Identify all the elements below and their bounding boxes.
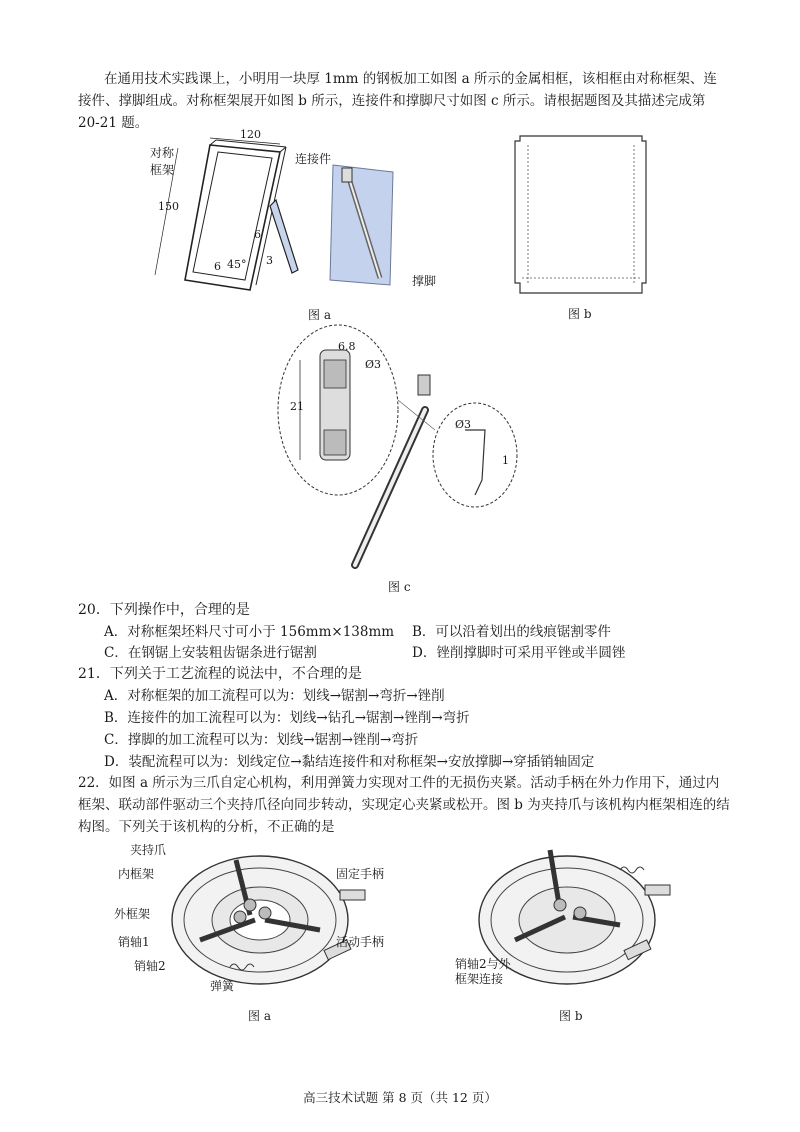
- label-pin2: 销轴2: [134, 959, 166, 973]
- label-connector: 连接件: [295, 152, 332, 166]
- caption-fig-b: 图 b: [568, 307, 592, 321]
- label-outer-frame: 外框架: [114, 907, 151, 921]
- q21-option-c: C．撑脚的加工流程可以为：划线→锯割→锉削→弯折: [104, 732, 419, 748]
- dim-150: 150: [158, 200, 179, 213]
- caption-fig-a: 图 a: [308, 308, 331, 322]
- figure-b-unfolded: [510, 133, 655, 321]
- q20-option-d: D．锉削撑脚时可采用平锉或半圆锉: [412, 645, 626, 661]
- dim-d3: Ø3: [365, 358, 382, 371]
- q21-stem: 21．下列关于工艺流程的说法中，不合理的是: [78, 666, 362, 682]
- page-footer: 高三技术试题 第 8 页（共 12 页）: [303, 1090, 497, 1105]
- label-pin1: 销轴1: [118, 935, 150, 949]
- label-inner-frame: 内框架: [118, 867, 155, 881]
- label-leg: 撑脚: [412, 274, 437, 288]
- q21-option-d: D．装配流程可以为：划线定位→黏结连接件和对称框架→安放撑脚→穿插销轴固定: [104, 754, 595, 770]
- label-frame: 对称 框架: [150, 146, 175, 177]
- intro-paragraph: 在通用技术实践课上，小明用一块厚 1mm 的钢板加工如图 a 所示的金属相框，该相框由对称框架、连接件、撑脚组成。对称框架展开如图 b 所示，连接件和撑脚尺寸如图 c 所示。请根据题图及其描述完成第 20-21 题。: [78, 71, 717, 131]
- figure-22b-structure: [455, 825, 685, 1023]
- q21-option-b: B．连接件的加工流程可以为：划线→钻孔→锯割→锉削→弯折: [104, 710, 470, 726]
- q20-option-a: A．对称框架坯料尺寸可小于 156mm×138mm: [104, 624, 395, 640]
- label-active-handle: 活动手柄: [336, 935, 385, 949]
- label-jaw: 夹持爪: [130, 843, 167, 857]
- dim-d3b: Ø3: [455, 418, 472, 431]
- dim-120: 120: [240, 128, 261, 141]
- caption-fig2a: 图 a: [248, 1009, 271, 1023]
- dim-1: 1: [502, 454, 509, 467]
- figure-a-frame: [150, 128, 450, 322]
- dim-3: 3: [266, 254, 273, 267]
- caption-fig-c: 图 c: [388, 580, 411, 594]
- q20-option-b: B．可以沿着划出的线痕锯割零件: [412, 624, 611, 640]
- figure-22a-mechanism: [110, 835, 410, 1023]
- dim-6: 6: [254, 228, 261, 241]
- caption-fig2b: 图 b: [559, 1009, 583, 1023]
- note-pin2: 销轴2与外 框架连接: [455, 957, 511, 986]
- q22-stem: 22．如图 a 所示为三爪自定心机构，利用弹簧力实现对工件的无损伤夹紧。活动手柄在外力作用下，通过内框架、联动部件驱动三个夹持爪径向同步转动，实现定心夹紧或松开。图 b 为夹持爪与该机构内框架相连的结构图。下列关于该机构的分析，不正确的是: [78, 775, 730, 835]
- q21-option-a: A．对称框架的加工流程可以为：划线→锯割→弯折→锉削: [104, 688, 445, 704]
- label-spring: 弹簧: [210, 979, 235, 993]
- dim-68: 6.8: [338, 340, 356, 353]
- q20-option-c: C．在钢锯上安装粗齿锯条进行锯割: [104, 645, 317, 661]
- figure-c-detail: [270, 320, 540, 600]
- dim-b: 6: [214, 260, 221, 273]
- label-fixed-handle: 固定手柄: [336, 867, 385, 881]
- q20-stem: 20．下列操作中，合理的是: [78, 602, 250, 618]
- dim-45: 45°: [227, 258, 247, 271]
- dim-21: 21: [290, 400, 304, 413]
